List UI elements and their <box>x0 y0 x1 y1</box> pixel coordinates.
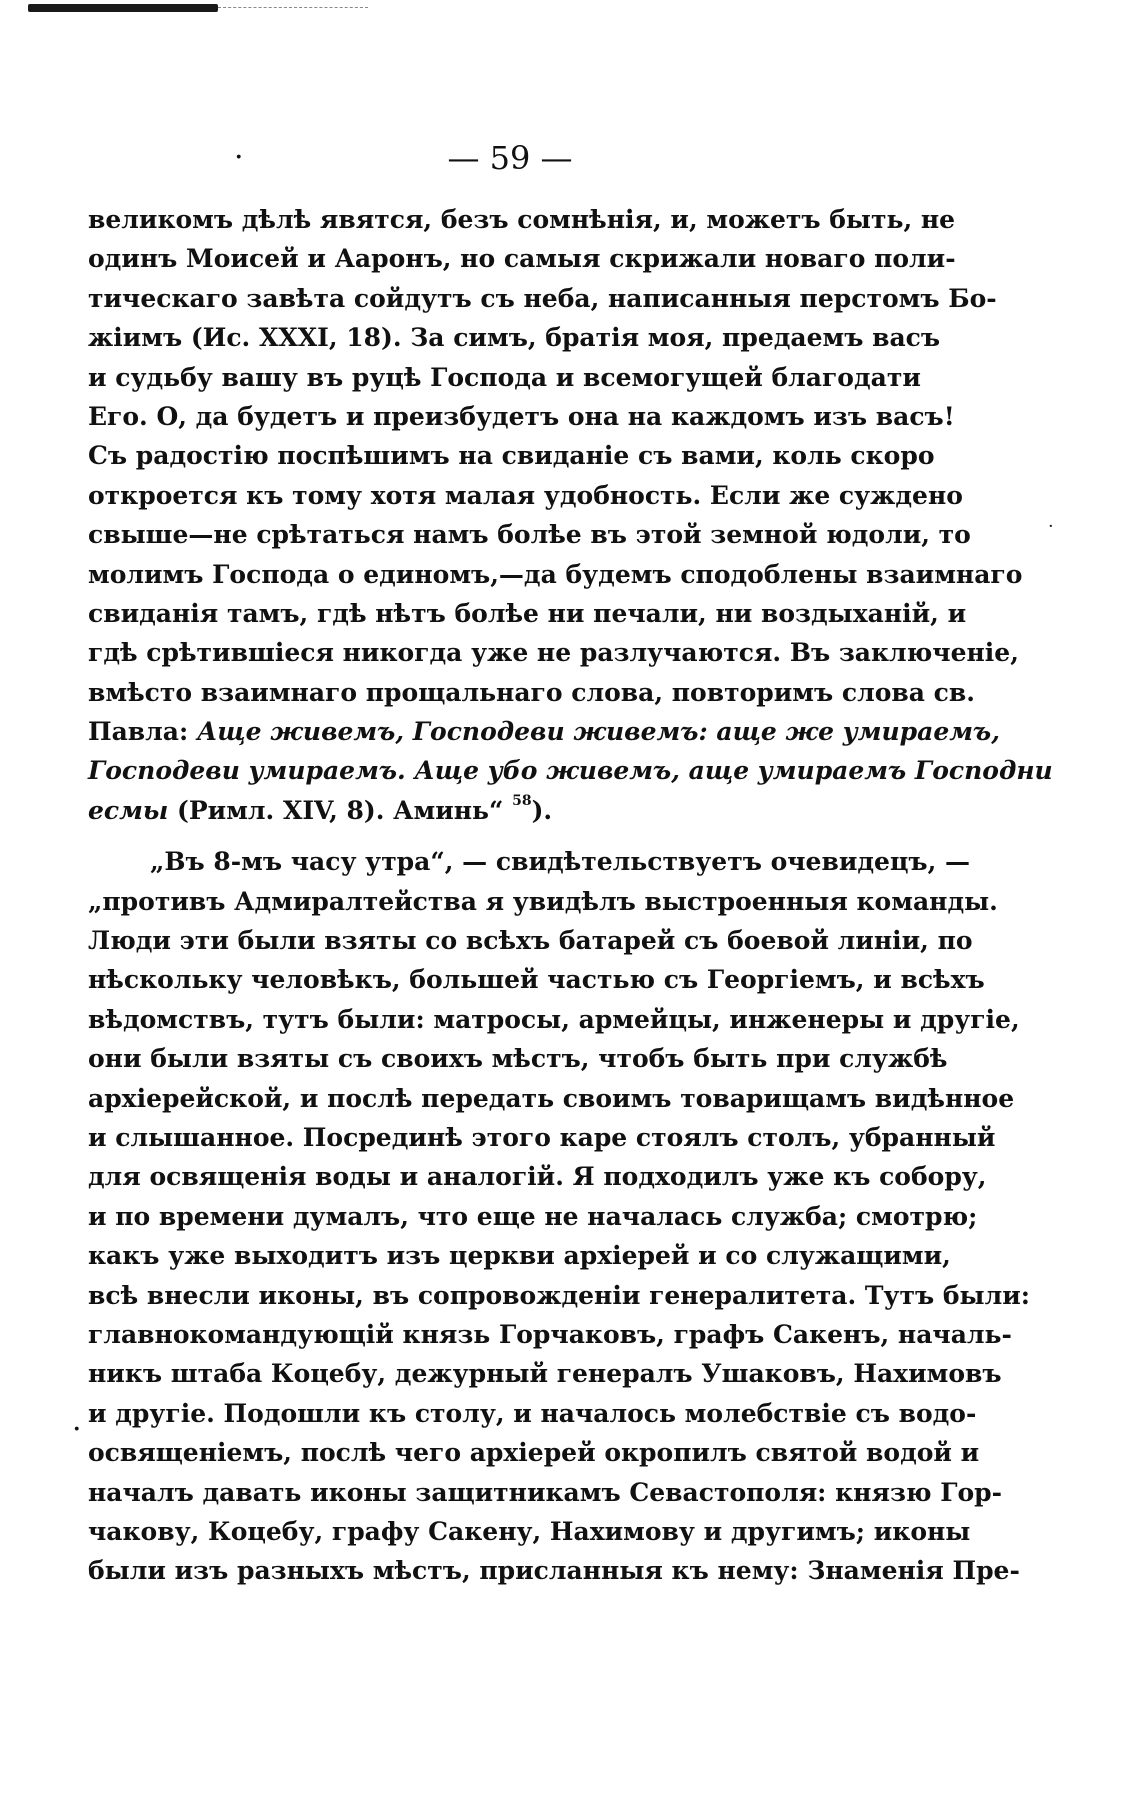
text-line: всѣ внесли иконы, въ сопровожденіи генералитета. Тутъ были: <box>88 1280 1030 1310</box>
paragraph-2 <box>88 842 1030 1590</box>
text-line: Съ радостію поспѣшимъ на свиданіе съ вами, коль скоро <box>88 441 935 471</box>
text-line: тическаго завѣта сойдутъ съ неба, написанныя перстомъ Бо- <box>88 283 997 313</box>
page-number: — 59 — <box>447 139 573 177</box>
text-line: никъ штаба Коцебу, дежурный генералъ Ушаковъ, Нахимовъ <box>88 1359 1002 1389</box>
text-line <box>88 712 1000 751</box>
text-line <box>88 791 920 830</box>
text-line: вѣдомствъ, тутъ были: матросы, армейцы, инженеры и другіе, <box>88 1004 1020 1034</box>
scripture-quote: есмы <box>88 795 169 825</box>
text-line: освященіемъ, послѣ чего архіерей окропилъ святой водой и <box>88 1438 980 1468</box>
text-line: они были взяты съ своихъ мѣстъ, чтобъ быть при службѣ <box>88 1044 948 1074</box>
text-line: началъ давать иконы защитникамъ Севастополя: князю Гор- <box>88 1477 1003 1507</box>
text-line: главнокомандующій князь Горчаковъ, графъ Сакенъ, началь- <box>88 1319 1012 1349</box>
text-line: чакову, Коцебу, графу Сакену, Нахимову и другимъ; иконы <box>88 1516 971 1546</box>
text-line: были изъ разныхъ мѣстъ, присланныя къ нему: Знаменія Пре- <box>88 1556 1020 1586</box>
scripture-quote: Господеви умираемъ. Аще убо живемъ, аще умираемъ Господни <box>88 756 1053 786</box>
text-line: одинъ Моисей и Ааронъ, но самыя скрижали новаго поли- <box>88 244 956 274</box>
text-line: Люди эти были взяты со всѣхъ батарей съ боевой линіи, по <box>88 926 973 956</box>
ink-dot: · <box>234 140 244 175</box>
text-line <box>88 751 1053 790</box>
top-rule <box>218 7 368 9</box>
footnote-ref: 58 <box>512 792 532 809</box>
paragraph-1 <box>88 200 1053 830</box>
ink-dot: · <box>72 1412 82 1447</box>
text-line: для освященія воды и аналогій. Я подходилъ уже къ собору, <box>88 1162 987 1192</box>
margin-mark: · <box>1048 516 1054 537</box>
text-line: свиданія тамъ, гдѣ нѣтъ болѣе ни печали, ни воздыханій, и <box>88 598 967 628</box>
page-header <box>0 135 1140 181</box>
text-line: молимъ Господа о единомъ,—да будемъ сподоблены взаимнаго <box>88 559 1023 589</box>
ink-smudge <box>28 4 218 12</box>
text-line: нѣскольку человѣкъ, большей частью съ Георгіемъ, и всѣхъ <box>88 965 985 995</box>
text-line: великомъ дѣлѣ явятся, безъ сомнѣнія, и, можетъ быть, не <box>88 205 956 234</box>
text-line: гдѣ срѣтившіеся никогда уже не разлучаются. Въ заключеніе, <box>88 638 1019 668</box>
scripture-quote: Аще живемъ, Господеви живемъ: аще же умираемъ, <box>196 717 1000 747</box>
text-run: ). <box>531 795 553 825</box>
text-run: Павла: <box>88 717 197 747</box>
text-line: и другіе. Подошли къ столу, и началось молебствіе съ водо- <box>88 1398 977 1428</box>
text-line: какъ уже выходитъ изъ церкви архіерей и со служащими, <box>88 1241 951 1271</box>
text-line: вмѣсто взаимнаго прощальнаго слова, повторимъ слова св. <box>88 677 975 707</box>
body-text <box>88 200 1053 1591</box>
text-line: и по времени думалъ, что еще не началась служба; смотрю; <box>88 1201 978 1231</box>
text-line: откроется къ тому хотя малая удобность. Если же суждено <box>88 480 963 510</box>
text-line: Его. О, да будетъ и преизбудетъ она на каждомъ изъ васъ! <box>88 401 955 431</box>
text-run: (Римл. XIV, 8). Аминь“ <box>168 795 513 825</box>
text-line: и слышанное. Посрединѣ этого каре стоялъ столъ, убранный <box>88 1122 996 1152</box>
text-line: архіерейской, и послѣ передать своимъ товарищамъ видѣнное <box>88 1083 1015 1113</box>
text-line: жіимъ (Ис. XXXI, 18). За симъ, братія моя, предаемъ васъ <box>88 323 941 353</box>
text-line: „противъ Адмиралтейства я увидѣлъ выстроенныя команды. <box>88 886 998 916</box>
text-line: свыше—не срѣтаться намъ болѣе въ этой земной юдоли, то <box>88 520 971 550</box>
text-line: и судьбу вашу въ руцѣ Господа и всемогущей благодати <box>88 362 921 392</box>
text-line: „Въ 8-мъ часу утра“, — свидѣтельствуетъ очевидецъ, — <box>150 847 970 877</box>
